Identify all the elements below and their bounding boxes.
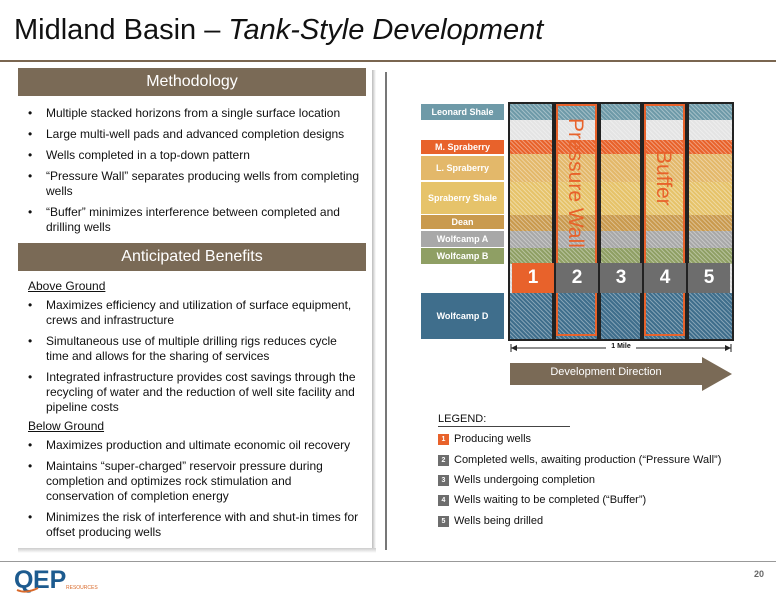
above-ground-bullet: • Integrated infrastructure provides cost savings through the recycling of water and the reduction of well site facility and pipeline costs: [24, 370, 362, 415]
methodology-header: Methodology: [18, 68, 366, 96]
pad-4: 4: [644, 263, 686, 293]
buffer-outline: [644, 104, 685, 336]
company-logo: [14, 566, 104, 599]
legend-item: [438, 454, 721, 466]
below-ground-heading: Below Ground: [28, 419, 105, 433]
legend-swatch: 3: [438, 475, 449, 486]
pad-5: 5: [688, 263, 730, 293]
above-ground-heading: Above Ground: [28, 279, 106, 293]
pad-3: 3: [600, 263, 642, 293]
title-italic: Tank-Style Development: [228, 14, 544, 46]
methodology-list: [24, 106, 364, 241]
legend-title: LEGEND:: [438, 413, 487, 425]
legend-item: [438, 515, 543, 527]
svg-text:RESOURCES: RESOURCES: [66, 585, 98, 591]
below-ground-bullet: • Minimizes the risk of interference with and shut-in times for offset producing wells: [24, 510, 362, 540]
layer-label-l-spraberry: L. Spraberry: [421, 156, 504, 180]
legend-label: Wells being drilled: [454, 515, 544, 527]
page-number: 20: [753, 569, 764, 579]
legend-swatch: 2: [438, 455, 449, 466]
above-ground-bullet: • Simultaneous use of multiple drilling rigs reduces cycle time and allows for the sharing of services: [24, 334, 362, 364]
svg-text:Q: Q: [14, 566, 34, 594]
legend-swatch: 5: [438, 516, 449, 527]
legend-swatch: 4: [438, 495, 449, 506]
above-ground-list: [24, 298, 362, 421]
below-ground-bullet: • Maintains “super-charged” reservoir pressure during completion and optimizes rock stimulation and conservation of completion energy: [24, 459, 362, 504]
layer-label-wolfcamp-a: Wolfcamp A: [421, 231, 504, 247]
legend-rule: [438, 426, 570, 427]
footer-rule: [0, 561, 776, 562]
layer-label-leonard-shale: Leonard Shale: [421, 104, 504, 120]
pad-2: 2: [556, 263, 598, 293]
legend-swatch: 1: [438, 434, 449, 445]
left-panel-shadow-bottom: [18, 548, 376, 553]
pad-1: 1: [512, 263, 554, 293]
layer-label-dean: Dean: [421, 215, 504, 229]
title-rule: [0, 60, 776, 62]
pressure-wall-label: Pressure Wall: [564, 118, 587, 248]
legend-item: [438, 433, 531, 445]
methodology-bullet: • “Pressure Wall” separates producing wells from completing wells: [24, 169, 364, 199]
methodology-bullet: • Large multi-well pads and advanced completion designs: [24, 127, 364, 142]
buffer-label: Buffer: [652, 150, 675, 206]
title-main: Midland Basin –: [14, 14, 229, 46]
methodology-bullet: • “Buffer” minimizes interference between completed and drilling wells: [24, 205, 364, 235]
layer-label-spraberry-shale: Spraberry Shale: [421, 182, 504, 214]
development-direction-label: Development Direction: [550, 366, 662, 378]
legend-label: Producing wells: [454, 433, 532, 445]
methodology-bullet: • Multiple stacked horizons from a single surface location: [24, 106, 364, 121]
legend-item: [438, 474, 595, 486]
layer-label-wolfcamp-b: Wolfcamp B: [421, 248, 504, 264]
legend-label: Wells undergoing completion: [454, 474, 596, 486]
above-ground-bullet: • Maximizes efficiency and utilization of surface equipment, crews and infrastructure: [24, 298, 362, 328]
mile-label: 1 Mile: [611, 343, 631, 350]
legend-label: Wells waiting to be completed (“Buffer”): [454, 494, 647, 506]
legend-label: Completed wells, awaiting production (“Pressure Wall”): [454, 454, 722, 466]
column-divider: [385, 72, 387, 550]
layer-label-wolfcamp-d: Wolfcamp D: [421, 293, 504, 339]
layer-label-m-spraberry: M. Spraberry: [421, 140, 504, 154]
page-title: [14, 14, 543, 47]
diagram-frame: [508, 102, 734, 341]
legend-item: [438, 494, 646, 506]
qep-logo-icon: [14, 566, 104, 594]
left-panel-shadow: [372, 70, 376, 548]
svg-text:EP: EP: [33, 566, 67, 594]
below-ground-bullet: • Maximizes production and ultimate economic oil recovery: [24, 438, 362, 453]
below-ground-list: [24, 438, 362, 546]
methodology-bullet: • Wells completed in a top-down pattern: [24, 148, 364, 163]
benefits-header: Anticipated Benefits: [18, 243, 366, 271]
